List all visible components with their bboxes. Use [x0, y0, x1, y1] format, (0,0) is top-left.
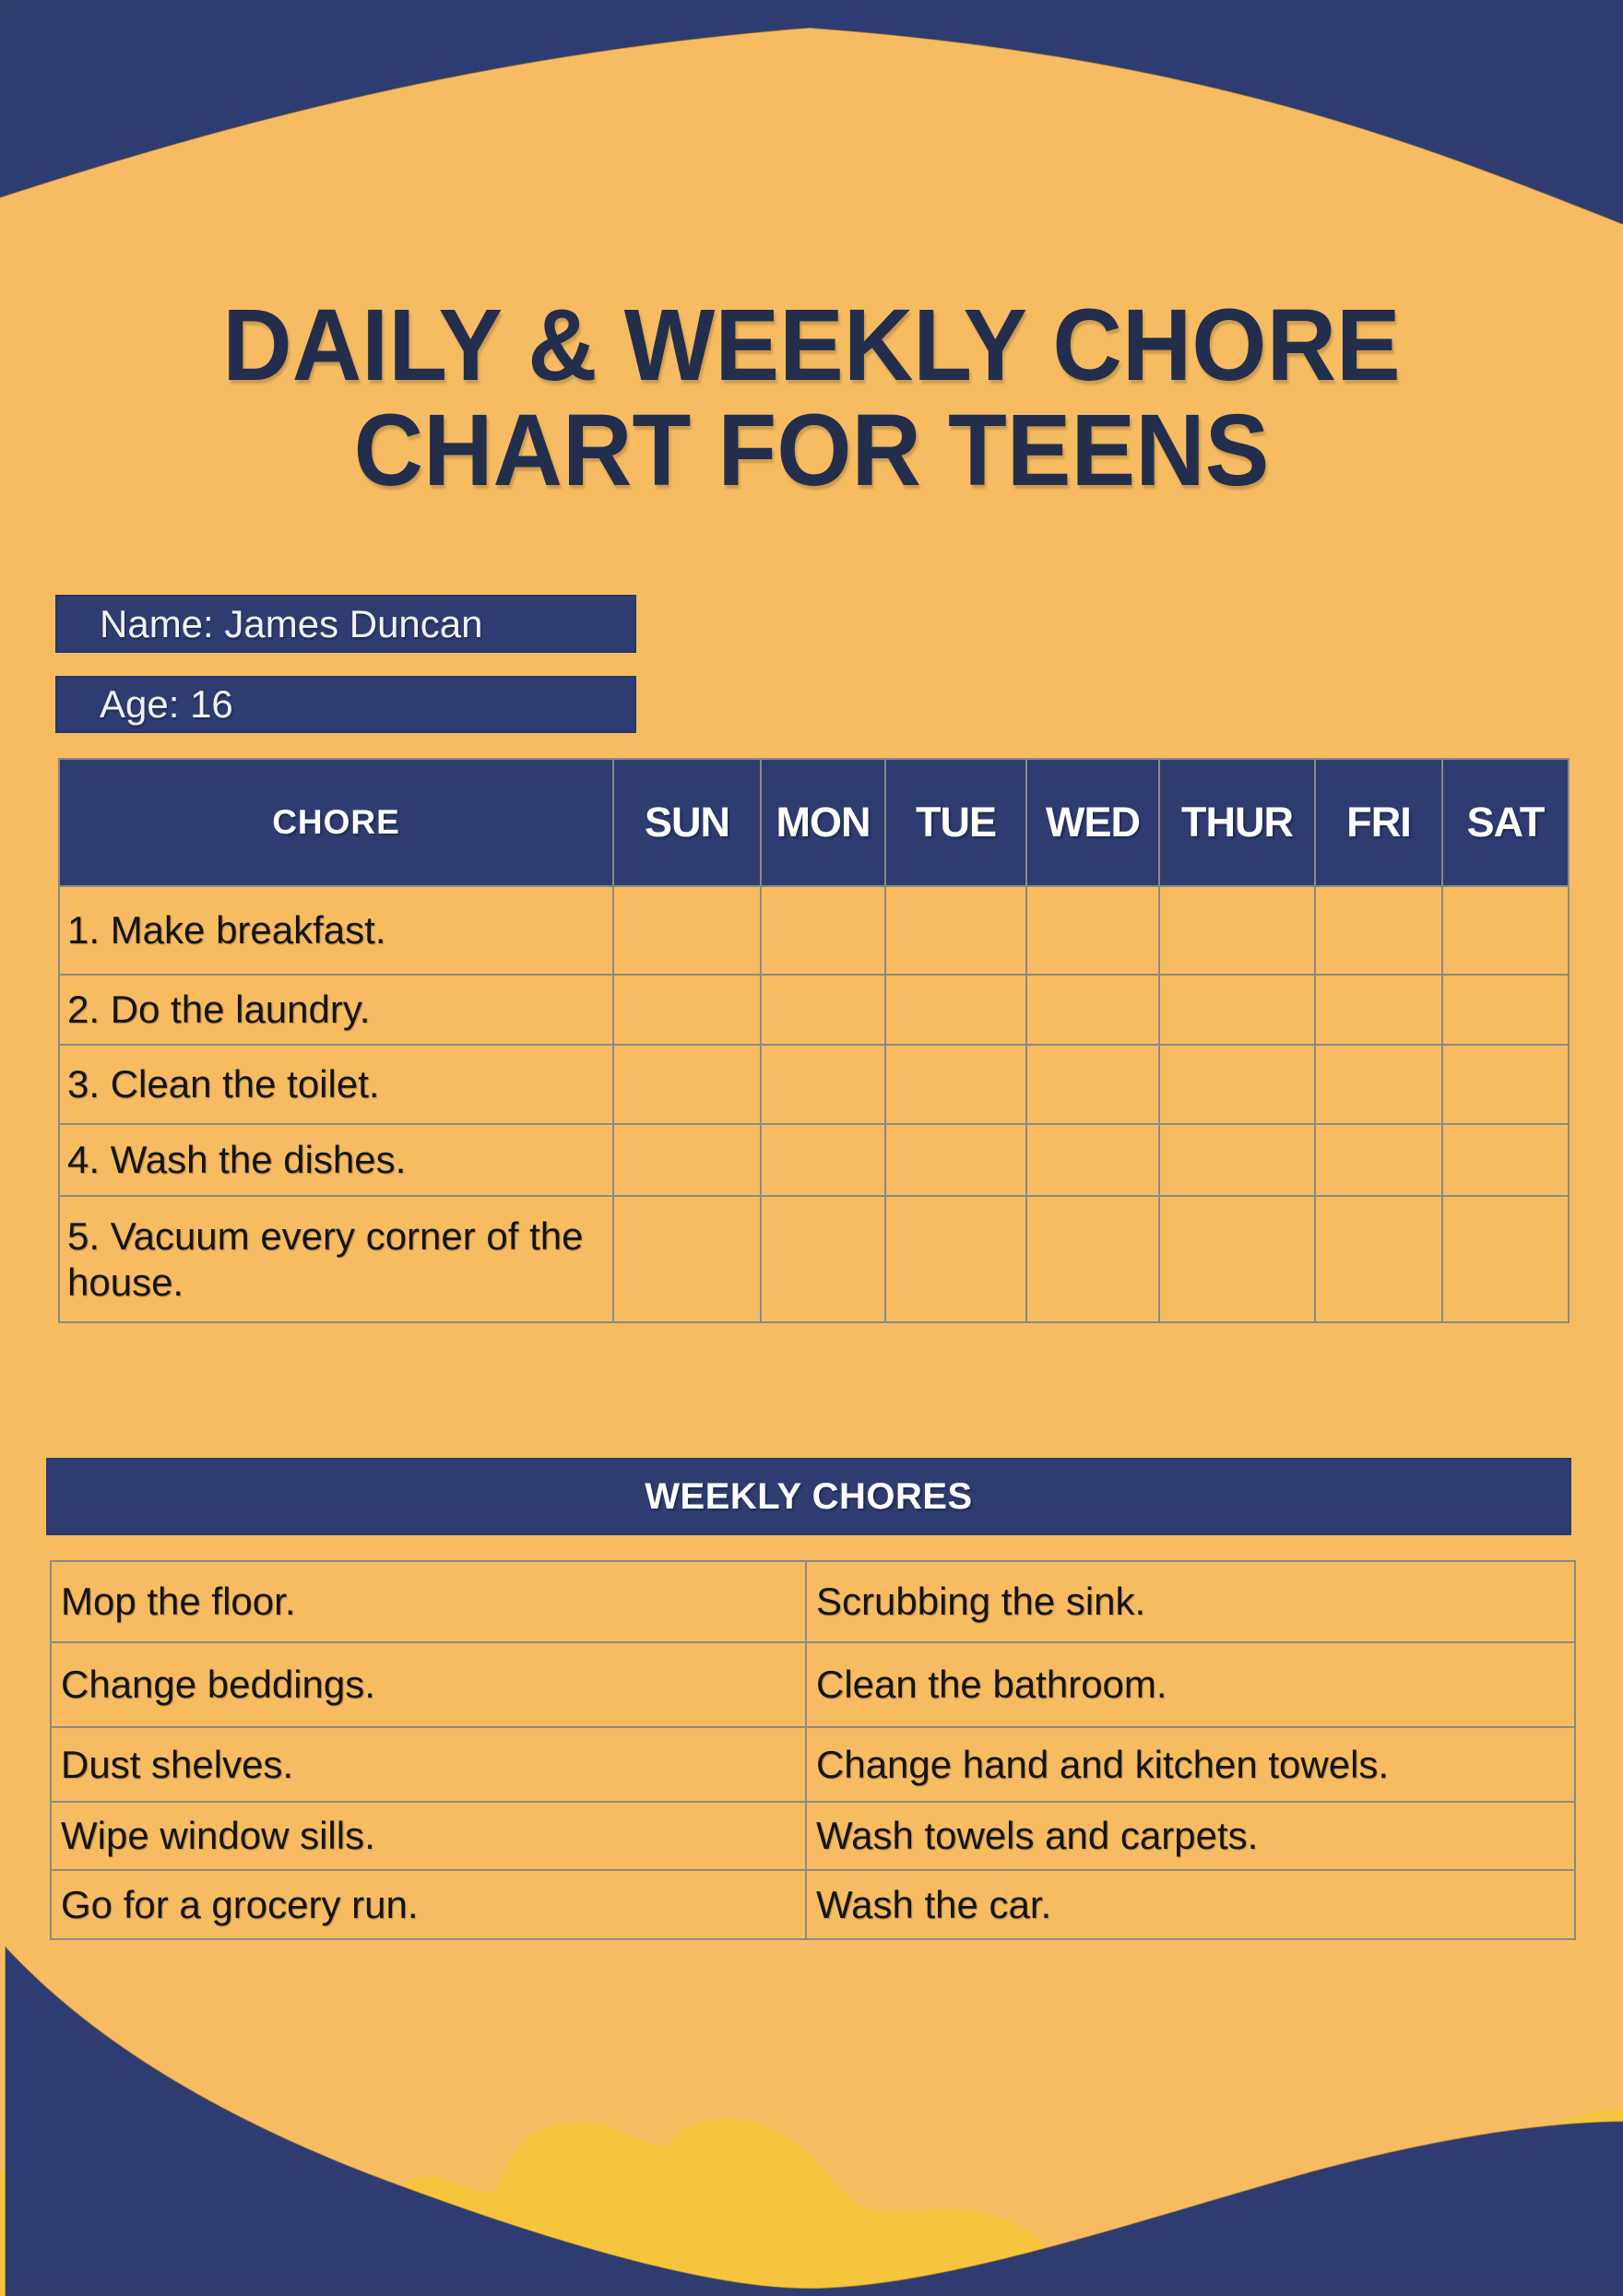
chore-label: 3. Clean the toilet.	[59, 1045, 613, 1124]
day-checkbox-cell[interactable]	[1026, 1196, 1159, 1322]
day-checkbox-cell[interactable]	[761, 975, 885, 1045]
weekly-chores-table	[50, 1560, 1576, 1940]
day-checkbox-cell[interactable]	[1315, 1045, 1442, 1124]
day-checkbox-cell[interactable]	[1315, 975, 1442, 1045]
weekly-chore-item: Go for a grocery run.	[51, 1870, 806, 1939]
day-checkbox-cell[interactable]	[1442, 1196, 1569, 1322]
weekly-chore-item: Wash towels and carpets.	[806, 1802, 1575, 1870]
day-checkbox-cell[interactable]	[613, 886, 761, 975]
daily-chore-table	[58, 758, 1570, 1323]
weekly-chore-item: Scrubbing the sink.	[806, 1561, 1575, 1642]
table-row	[51, 1727, 1575, 1802]
page-title-line1: DAILY & WEEKLY CHORE	[222, 289, 1401, 402]
day-column-header-fri: FRI	[1315, 759, 1442, 886]
yellow-edge-stripe	[0, 2172, 6, 2296]
navy-wave-shape	[6, 1947, 1623, 2296]
weekly-chore-item: Clean the bathroom.	[806, 1642, 1575, 1727]
day-checkbox-cell[interactable]	[761, 886, 885, 975]
table-row	[51, 1561, 1575, 1642]
day-checkbox-cell[interactable]	[761, 1124, 885, 1196]
top-wave-decoration	[0, 0, 1623, 231]
weekly-chore-item: Wipe window sills.	[51, 1802, 806, 1870]
daily-header-row	[59, 759, 1569, 886]
weekly-chore-item: Change beddings.	[51, 1642, 806, 1727]
day-checkbox-cell[interactable]	[1159, 1196, 1315, 1322]
day-checkbox-cell[interactable]	[1442, 1045, 1569, 1124]
yellow-sliver-shape	[1474, 2110, 1623, 2296]
yellow-blob-shape	[343, 2119, 1075, 2296]
day-checkbox-cell[interactable]	[1315, 1196, 1442, 1322]
day-column-header-wed: WED	[1026, 759, 1159, 886]
chore-label: 2. Do the laundry.	[59, 975, 613, 1045]
day-checkbox-cell[interactable]	[885, 1196, 1026, 1322]
weekly-chore-item: Change hand and kitchen towels.	[806, 1727, 1575, 1802]
weekly-chores-header: WEEKLY CHORES	[46, 1458, 1571, 1535]
day-checkbox-cell[interactable]	[1442, 886, 1569, 975]
table-row	[59, 1196, 1569, 1322]
day-checkbox-cell[interactable]	[613, 1045, 761, 1124]
weekly-chore-item: Wash the car.	[806, 1870, 1575, 1939]
day-checkbox-cell[interactable]	[761, 1045, 885, 1124]
page-title	[41, 289, 1582, 507]
day-checkbox-cell[interactable]	[1159, 1045, 1315, 1124]
weekly-chore-item: Dust shelves.	[51, 1727, 806, 1802]
chore-column-header: CHORE	[59, 759, 613, 886]
day-checkbox-cell[interactable]	[885, 975, 1026, 1045]
day-checkbox-cell[interactable]	[1315, 886, 1442, 975]
day-column-header-thur: THUR	[1159, 759, 1315, 886]
day-checkbox-cell[interactable]	[1442, 1124, 1569, 1196]
day-checkbox-cell[interactable]	[1026, 975, 1159, 1045]
day-checkbox-cell[interactable]	[1315, 1124, 1442, 1196]
table-row	[59, 1045, 1569, 1124]
day-checkbox-cell[interactable]	[885, 886, 1026, 975]
day-column-header-mon: MON	[761, 759, 885, 886]
table-row	[51, 1870, 1575, 1939]
day-checkbox-cell[interactable]	[761, 1196, 885, 1322]
day-checkbox-cell[interactable]	[1026, 1124, 1159, 1196]
day-checkbox-cell[interactable]	[613, 975, 761, 1045]
table-row	[59, 975, 1569, 1045]
day-checkbox-cell[interactable]	[1159, 886, 1315, 975]
table-row	[59, 886, 1569, 975]
age-field-text: Age: 16	[100, 682, 233, 726]
name-field[interactable]	[55, 595, 636, 653]
chore-label: 4. Wash the dishes.	[59, 1124, 613, 1196]
chore-label: 5. Vacuum every corner of the house.	[59, 1196, 613, 1322]
day-checkbox-cell[interactable]	[885, 1045, 1026, 1124]
day-checkbox-cell[interactable]	[885, 1124, 1026, 1196]
day-checkbox-cell[interactable]	[613, 1124, 761, 1196]
weekly-chore-item: Mop the floor.	[51, 1561, 806, 1642]
day-checkbox-cell[interactable]	[1026, 886, 1159, 975]
day-checkbox-cell[interactable]	[613, 1196, 761, 1322]
day-column-header-sun: SUN	[613, 759, 761, 886]
day-column-header-sat: SAT	[1442, 759, 1569, 886]
table-row	[51, 1802, 1575, 1870]
name-field-text: Name: James Duncan	[100, 601, 483, 645]
bottom-wave-decoration	[0, 1927, 1623, 2296]
day-checkbox-cell[interactable]	[1442, 975, 1569, 1045]
day-column-header-tue: TUE	[885, 759, 1026, 886]
age-field[interactable]	[55, 676, 636, 733]
chore-label: 1. Make breakfast.	[59, 886, 613, 975]
page-title-line2: CHART FOR TEENS	[353, 394, 1270, 507]
table-row	[59, 1124, 1569, 1196]
table-row	[51, 1642, 1575, 1727]
day-checkbox-cell[interactable]	[1159, 1124, 1315, 1196]
day-checkbox-cell[interactable]	[1026, 1045, 1159, 1124]
day-checkbox-cell[interactable]	[1159, 975, 1315, 1045]
